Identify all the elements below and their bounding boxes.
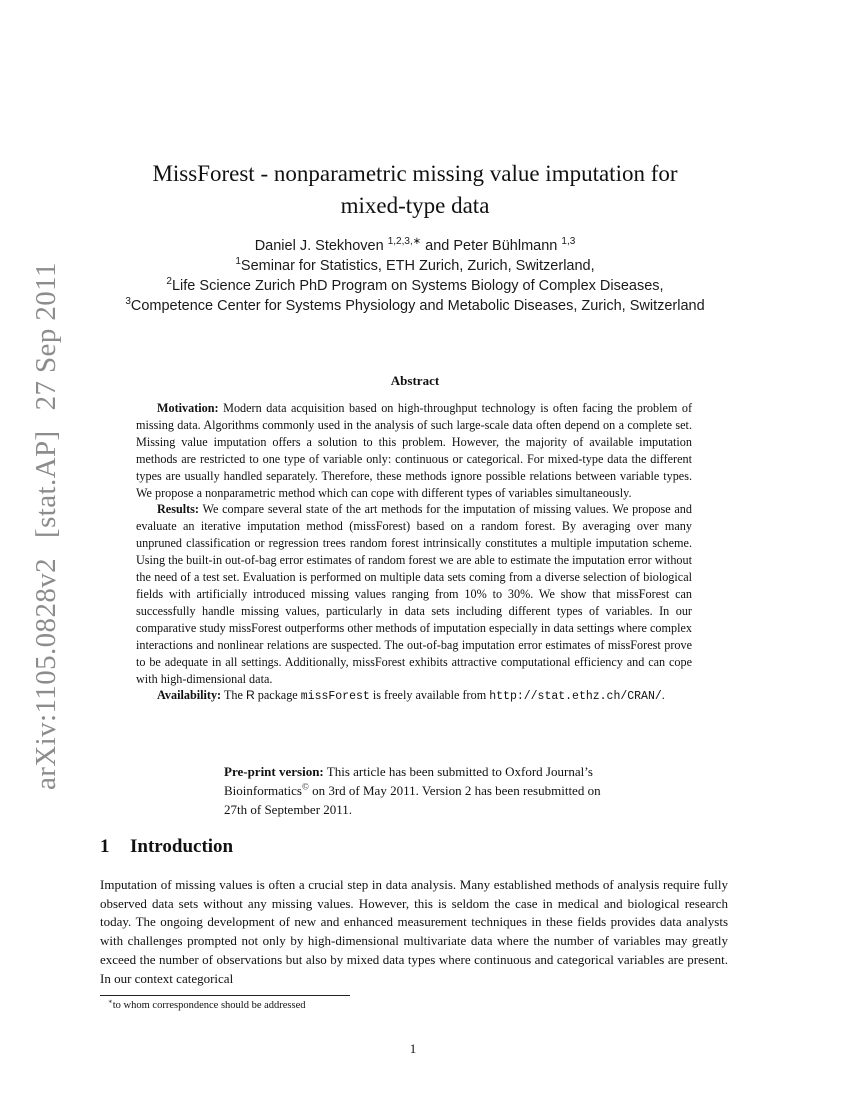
author-line (80, 236, 750, 256)
preprint-text-2: on 3rd of May 2011. Version 2 has been resubmitted on 27th of September 2011. (224, 783, 601, 817)
affiliation (80, 256, 750, 276)
affiliation-text: Life Science Zurich PhD Program on Systems Biology of Complex Diseases, (171, 278, 664, 294)
arxiv-category: [stat.AP] (30, 430, 62, 538)
paper-title (100, 158, 730, 222)
abstract-availability (136, 687, 692, 706)
footnote-divider (100, 995, 350, 996)
author-name: Peter Bühlmann (453, 238, 558, 254)
availability-end: . (661, 688, 665, 703)
author-name: Daniel J. Stekhoven (254, 238, 384, 254)
motivation-label: Motivation: (157, 401, 219, 415)
affiliation-mark: 1 (235, 256, 241, 268)
author-block (80, 236, 750, 316)
affiliation (80, 296, 750, 316)
arxiv-identifier: arXiv:1105.0828v2 (30, 557, 62, 790)
availability-mid: package (257, 688, 298, 703)
results-text: We compare several state of the art methods for the imputation of missing values. We propose and evaluate an iterative imputation method (missForest) based on a random forest. By averaging over many unpruned classification or regression trees random forest intrinsically constitutes a multiple imputation scheme. Using the built-in out-of-bag error estimates of random forest we are able to estimate the imputation error without the need of a test set. Evaluation is performed on multiple data sets coming from a diverse selection of biological fields with artificially introduced missing values ranging from 10% to 30%. We show that missForest can successfully handle missing values, particularly in data sets including different types of variables. In our comparative study missForest outperforms other methods of imputation especially in data settings where complex interactions and nonlinear relations are suspected. The out-of-bag imputation error estimates of missForest prove to be adequate in all settings. Additionally, missForest exhibits attractive computational efficiency and can cope with high-dimensional data. (136, 502, 692, 686)
r-language-name: R (245, 688, 255, 703)
availability-label: Availability: (157, 688, 222, 703)
copyright-mark: © (302, 781, 309, 792)
introduction-paragraph: Imputation of missing values is often a crucial step in data analysis. Many established methods of analysis require fully observed data sets without any missing values. However, this is seldom the case in medical and biological research today. The ongoing development of new and enhanced measurement techniques in these fields provides data analysts with challenges prompted not only by high-dimensional multivariate data where the number of variables may greatly exceed the number of observations but also by mixed data types where continuous and categorical variables are present. In our context categorical (100, 877, 728, 986)
package-name: missForest (300, 690, 370, 704)
results-label: Results: (157, 502, 199, 517)
cran-url-link[interactable]: http://stat.ethz.ch/CRAN/ (489, 690, 662, 704)
section-title: Introduction (130, 836, 234, 857)
author-affiliation-marks: 1,2,3,∗ (387, 236, 422, 248)
page-number: 1 (409, 1041, 417, 1056)
footnote-text: to whom correspondence should be addressed (112, 1000, 306, 1011)
title-line-2: mixed-type data (340, 193, 490, 218)
footnote-mark: ∗ (108, 997, 113, 1006)
preprint-text-1: This article has been submitted to Oxford Journal’s Bioinformatics (224, 764, 593, 798)
arxiv-stamp (10, 0, 82, 790)
abstract-heading: Abstract (390, 373, 440, 388)
affiliation-text: Competence Center for Systems Physiology and Metabolic Diseases, Zurich, Switzerland (130, 298, 705, 314)
affiliation-text: Seminar for Statistics, ETH Zurich, Zurich, Switzerland, (240, 258, 595, 274)
affiliation-mark: 3 (125, 296, 131, 308)
abstract-motivation (136, 400, 692, 501)
preprint-note (224, 762, 610, 819)
arxiv-date: 27 Sep 2011 (30, 262, 62, 411)
author-conjunction: and (425, 238, 450, 254)
abstract-results (136, 501, 692, 687)
motivation-text: Modern data acquisition based on high-throughput technology is often facing the problem of missing data. Algorithms commonly used in the analysis of such large-scale data often depend on a complete set. Missing value imputation offers a solution to this problem. However, the majority of available imputation methods are restricted to one type of variable only: continuous or categorical. For mixed-type data the different types are usually handled separately. Therefore, these methods ignore possible relations between variable types. We propose a nonparametric method which can cope with different types of variables simultaneously. (136, 401, 692, 500)
preprint-label: Pre-print version: (224, 764, 324, 779)
author-affiliation-marks: 1,3 (561, 236, 576, 248)
availability-pre: The (223, 688, 243, 703)
affiliation (80, 276, 750, 296)
availability-post: is freely available from (372, 688, 487, 703)
abstract-body (136, 400, 692, 706)
section-number: 1 (100, 836, 110, 857)
title-line-1: MissForest - nonparametric missing value imputation for (152, 161, 678, 186)
section-heading (100, 836, 233, 858)
footnote (108, 999, 306, 1013)
affiliation-mark: 2 (166, 276, 172, 288)
